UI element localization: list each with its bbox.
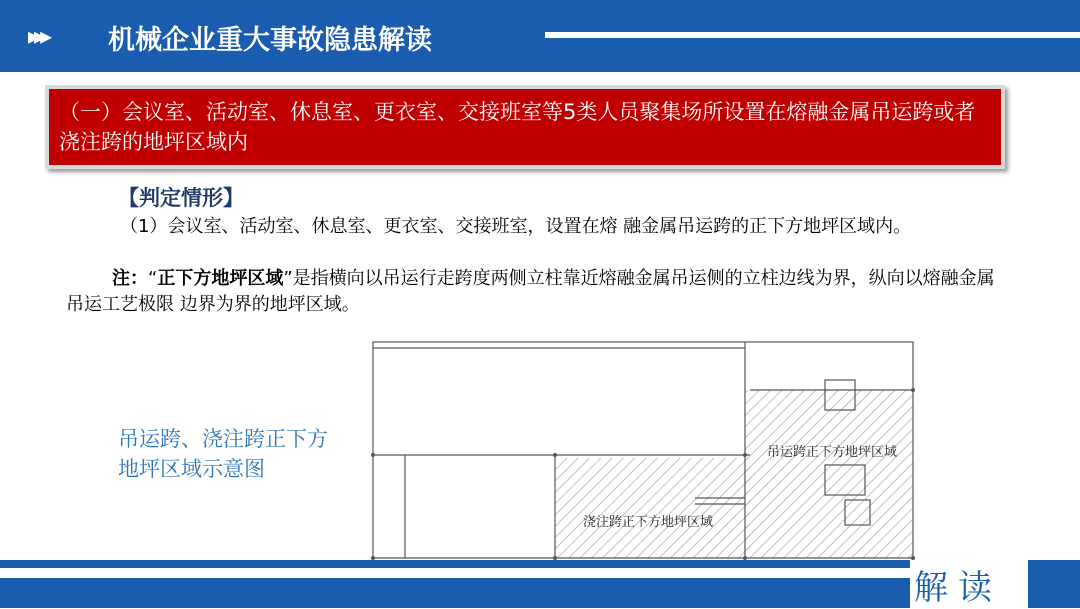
floor-plan-diagram [355, 330, 930, 575]
note-label: 注： [112, 268, 148, 289]
header-bar [0, 0, 1080, 72]
section-banner [45, 85, 1005, 169]
crane-zone-label: 吊运跨正下方地坪区域 [767, 445, 898, 460]
note-quote-open: “ [148, 268, 158, 289]
arrow-icon: ▸▸▸ [28, 22, 47, 50]
judge-item-1: （1）会议室、活动室、休息室、更衣室、交接班室，设置在熔 融金属吊运跨的正下方地坪区域内。 [120, 216, 912, 237]
page-title: 机械企业重大事故隐患解读 [108, 25, 432, 56]
footer-label: 解读 [914, 568, 1002, 608]
pour-zone-area [555, 458, 750, 558]
note-quote-close: ” [283, 268, 293, 289]
footer-bar [0, 578, 910, 608]
footer-strip [0, 560, 910, 568]
banner-text: （一）会议室、活动室、休息室、更衣室、交接班室等5类人员聚集场所设置在熔融金属吊运跨或者浇注跨的地坪区域内 [59, 100, 976, 154]
diagram-caption: 吊运跨、浇注跨正下方地坪区域示意图 [118, 427, 328, 481]
footer-corner [1028, 560, 1080, 608]
crane-zone-area [745, 390, 913, 558]
pour-zone-label: 浇注跨正下方地坪区域 [583, 515, 714, 530]
note-term: 正下方地坪区域 [157, 268, 284, 289]
section-heading: 【判定情形】 [118, 186, 244, 210]
note-text: 是指横向以吊运行走跨度两侧立柱靠近熔融金属吊运侧的立柱边线为界，纵向以熔融金属吊运工艺极限 边界为界的地坪区域。 [66, 268, 995, 315]
header-divider [545, 32, 1080, 38]
note-paragraph [66, 266, 1006, 318]
